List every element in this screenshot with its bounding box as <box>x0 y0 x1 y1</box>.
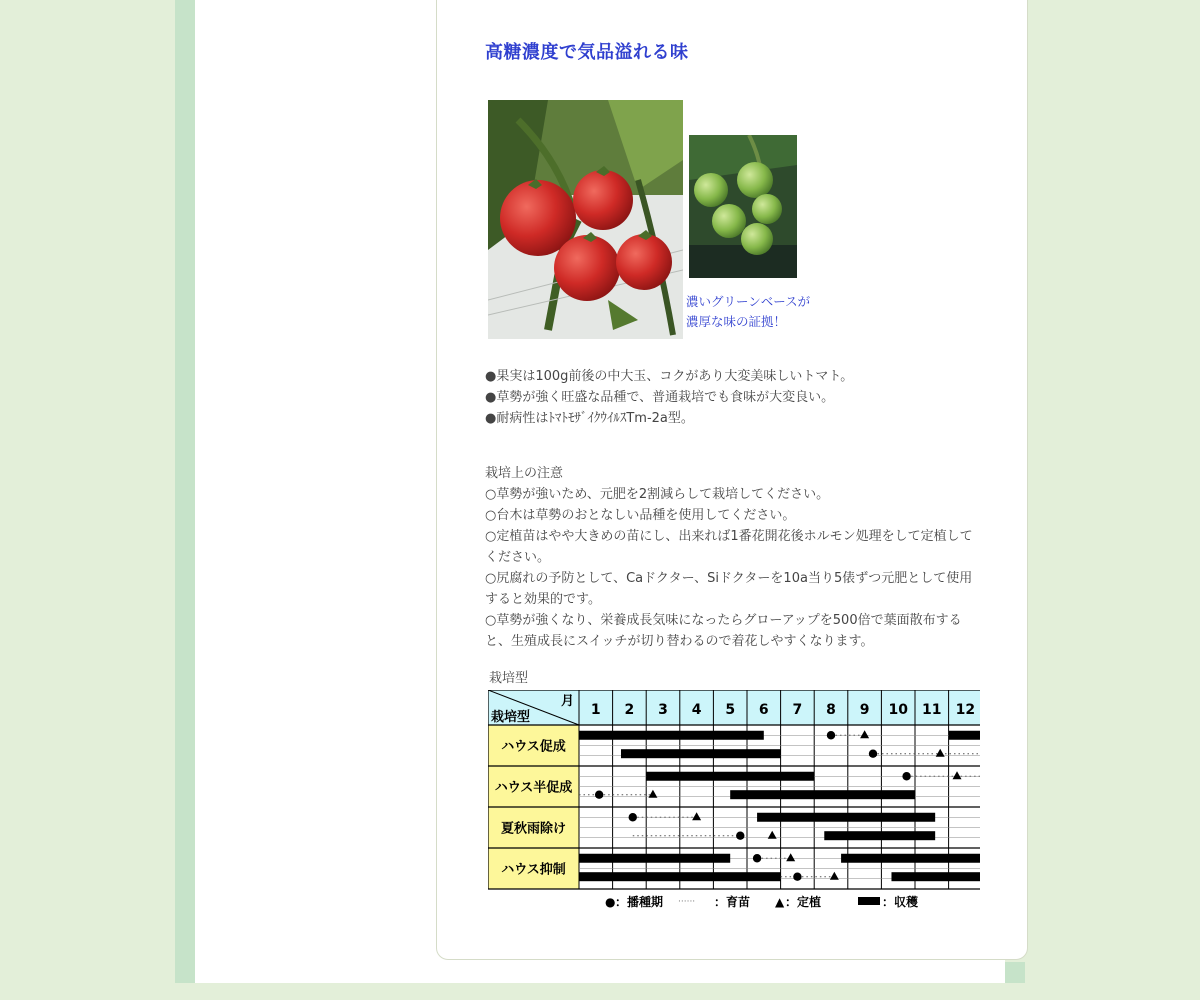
schedule-label: 栽培型 <box>489 671 529 686</box>
cultivation-type-label: ハウス半促成 <box>494 780 573 796</box>
harvest-bar <box>841 854 980 863</box>
note-item: ○尻腐れの予防として、Caドクター、Siドクターを10a当り5俵ずつ元肥として使用すると効果的です。 <box>485 571 973 607</box>
harvest-bar <box>579 872 781 881</box>
legend-label: ：播種期 <box>615 895 664 909</box>
month-label: 1 <box>590 702 601 718</box>
harvest-bar <box>824 831 935 840</box>
harvest-bar <box>579 854 730 863</box>
harvest-bar <box>757 813 935 822</box>
cultivation-type-label: 夏秋雨除け <box>500 821 567 837</box>
cultivation-notes <box>485 463 980 652</box>
sowing-marker <box>902 772 910 780</box>
note-item: ○草勢が強くなり、栄養成長気味になったらグローアップを500倍で葉面散布すると、生殖成長にスイッチが切り替わるので着花しやすくなります。 <box>485 613 962 649</box>
note-item: ○定植苗はやや大きめの苗にし、出来れば1番花開花後ホルモン処理をして定植してください。 <box>485 529 973 565</box>
product-heading: 高糖濃度で気品溢れる味 <box>485 42 689 63</box>
sowing-marker <box>753 854 761 862</box>
cultivation-schedule <box>488 690 980 910</box>
harvest-bar <box>730 790 915 799</box>
legend-label: ：定植 <box>785 895 822 909</box>
note-item: ○草勢が強いため、元肥を2割減らして栽培してください。 <box>485 487 830 502</box>
right-green-strip <box>1005 962 1025 983</box>
sowing-marker <box>869 750 877 758</box>
legend-label: ：育苗 <box>714 895 751 909</box>
left-green-strip <box>175 0 195 983</box>
month-label: 7 <box>792 702 803 718</box>
legend-planting-swatch: ▲ <box>775 895 785 909</box>
feature-item: ●草勢が強く旺盛な品種で、普通栽培でも食味が大変良い。 <box>485 390 835 405</box>
month-label: 12 <box>955 702 976 718</box>
sowing-marker <box>793 873 801 881</box>
harvest-bar <box>579 731 764 740</box>
harvest-bar <box>949 731 980 740</box>
sowing-marker <box>736 832 744 840</box>
sowing-marker <box>595 791 603 799</box>
schedule-chart <box>488 690 980 910</box>
photo-caption <box>686 292 810 332</box>
feature-item: ●耐病性はﾄﾏﾄﾓｻﾞｲｸｳｲﾙｽTm-2a型。 <box>485 411 694 426</box>
month-label: 11 <box>922 702 942 718</box>
corner-month-label: 月 <box>561 694 575 709</box>
cultivation-type-label: ハウス促成 <box>501 739 566 755</box>
month-label: 2 <box>624 702 635 718</box>
sowing-marker <box>629 813 637 821</box>
harvest-bar <box>621 749 781 758</box>
feature-item: ●果実は100g前後の中大玉、コクがあり大変美味しいトマト。 <box>485 369 854 384</box>
note-item: ○台木は草勢のおとなしい品種を使用してください。 <box>485 508 796 523</box>
corner-type-label: 栽培型 <box>491 710 531 725</box>
legend-harvest-swatch <box>858 897 880 905</box>
month-label: 10 <box>888 702 908 718</box>
notes-heading: 栽培上の注意 <box>485 466 564 481</box>
month-label: 8 <box>826 702 836 718</box>
month-label: 5 <box>725 702 736 718</box>
feature-list <box>485 366 853 429</box>
red-tomato-photo <box>488 100 683 339</box>
month-label: 6 <box>758 702 769 718</box>
legend-label: ：収穫 <box>882 895 919 909</box>
caption-line: 濃厚な味の証拠！ <box>686 314 787 329</box>
cultivation-type-label: ハウス抑制 <box>501 862 566 878</box>
legend-nursery-swatch: ······ <box>678 897 696 907</box>
month-label: 4 <box>691 702 702 718</box>
sowing-marker <box>827 731 835 739</box>
month-header-bg <box>579 690 980 725</box>
green-tomato-photo <box>689 135 797 278</box>
caption-line: 濃いグリーンベースが <box>686 294 811 309</box>
legend-sowing-swatch: ● <box>605 895 616 909</box>
month-label: 9 <box>859 702 870 718</box>
harvest-bar <box>891 872 980 881</box>
month-label: 3 <box>658 702 668 718</box>
harvest-bar <box>646 772 814 781</box>
